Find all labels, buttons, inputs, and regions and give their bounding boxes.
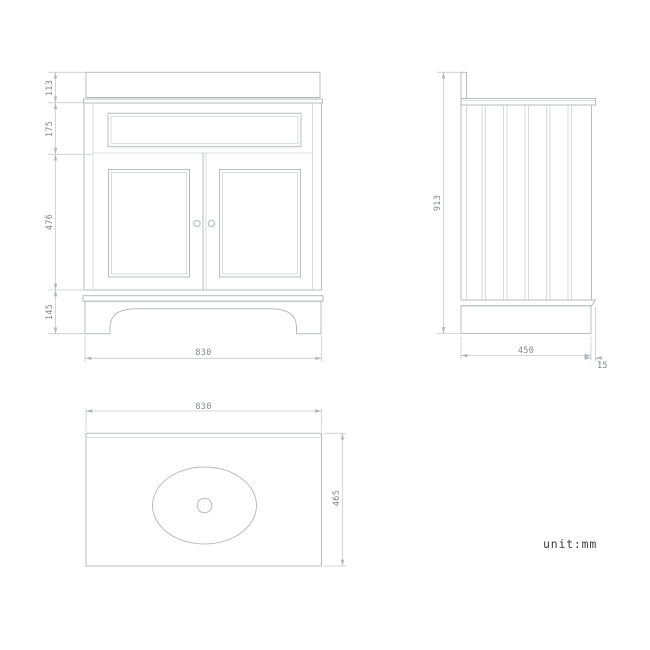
- side-panel-grooves: [482, 105, 572, 300]
- front-backsplash: [86, 72, 320, 97]
- dim-top-depth: 465: [332, 489, 342, 507]
- top-worktop-outline: [86, 433, 322, 566]
- front-base-molding: [83, 296, 323, 302]
- dim-front-door-height: 476: [44, 213, 55, 231]
- front-left-knob: [194, 220, 200, 226]
- top-basin-ellipse: [153, 467, 257, 544]
- dim-top-width: 830: [195, 401, 212, 412]
- dim-front-drawer-height: 175: [44, 120, 55, 137]
- side-base-molding: [461, 300, 596, 306]
- front-left-door-panel: [109, 170, 190, 278]
- front-worktop: [84, 99, 323, 103]
- dim-front-backsplash-height: 113: [44, 79, 55, 96]
- side-view: [461, 72, 596, 333]
- side-backboard: [461, 72, 467, 98]
- front-right-door-panel: [220, 170, 301, 278]
- front-view: [83, 72, 323, 333]
- top-view: [86, 433, 322, 566]
- side-plinth: [461, 306, 591, 334]
- front-drawer-panel: [108, 113, 301, 146]
- top-basin-drain: [197, 498, 212, 513]
- front-right-knob: [208, 220, 214, 226]
- dim-side-overhang: 15: [597, 360, 608, 371]
- dim-side-height: 913: [432, 194, 443, 212]
- front-drawer-panel-inner: [111, 116, 298, 143]
- front-left-door-panel-inner: [112, 173, 187, 275]
- unit-label: unit:mm: [543, 537, 598, 551]
- dim-front-plinth-height: 145: [44, 303, 55, 320]
- front-right-door-panel-inner: [223, 173, 298, 275]
- dim-side-depth: 450: [517, 345, 535, 356]
- dim-front-width: 830: [195, 348, 212, 358]
- front-plinth-bracket: [85, 301, 321, 333]
- side-worktop: [461, 99, 596, 106]
